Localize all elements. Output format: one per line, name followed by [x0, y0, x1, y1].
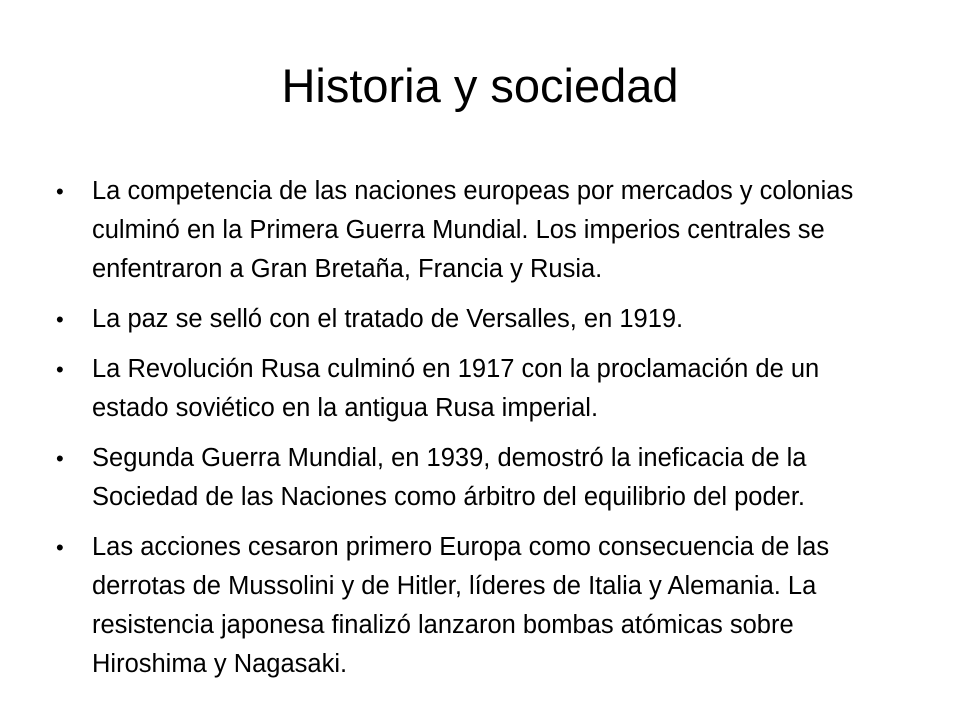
- bullet-text: Segunda Guerra Mundial, en 1939, demostró la ineficacia de la Sociedad de las Naciones como árbitro del equilibrio del poder.: [92, 444, 807, 511]
- bullet-dot-icon: •: [56, 535, 64, 560]
- bullet-item-4: [56, 439, 896, 517]
- bullet-dot-icon: •: [56, 307, 64, 332]
- bullet-item-3: [56, 350, 896, 428]
- bullet-item-2: [56, 300, 896, 339]
- bullet-text: Las acciones cesaron primero Europa como consecuencia de las derrotas de Mussolini y de Hitler, líderes de Italia y Alemania. La resistencia japonesa finalizó lanzaron bombas atómicas sobre Hiroshima y Nagasaki.: [92, 533, 830, 678]
- bullet-text: La paz se selló con el tratado de Versalles, en 1919.: [92, 305, 684, 333]
- slide-title: Historia y sociedad: [281, 59, 679, 112]
- bullet-item-5: [56, 528, 896, 684]
- bullet-dot-icon: •: [56, 446, 64, 471]
- bullet-list: [56, 172, 896, 695]
- bullet-dot-icon: •: [56, 179, 64, 204]
- bullet-item-1: [56, 172, 896, 289]
- bullet-dot-icon: •: [56, 357, 64, 382]
- bullet-text: La Revolución Rusa culminó en 1917 con la proclamación de un estado soviético en la antigua Rusa imperial.: [92, 355, 820, 422]
- bullet-text: La competencia de las naciones europeas por mercados y colonias culminó en la Primera Guerra Mundial. Los imperios centrales se enfentraron a Gran Bretaña, Francia y Rusia.: [92, 177, 854, 283]
